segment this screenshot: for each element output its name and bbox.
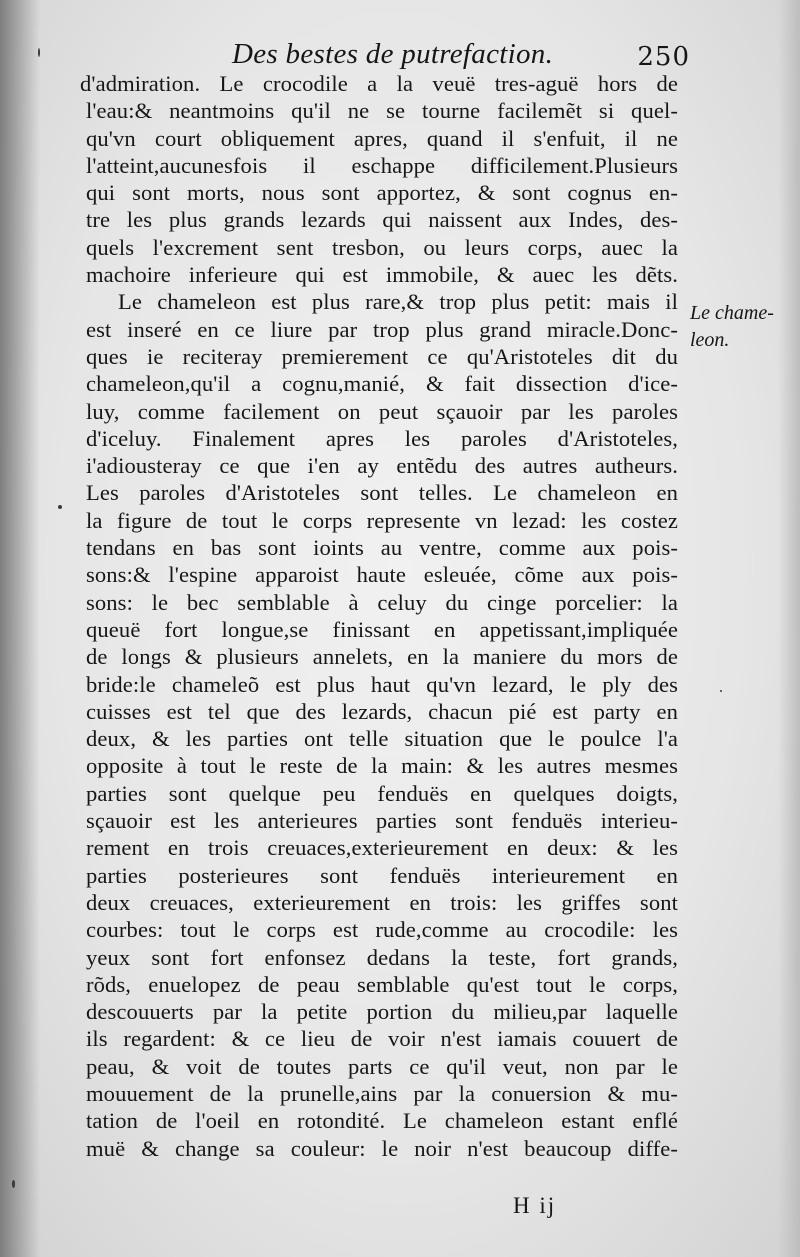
ink-speck — [12, 1180, 15, 1188]
text-line: descouuerts par la petite portion du milieu,par laquelle — [86, 999, 678, 1025]
ink-speck — [38, 48, 40, 57]
text-line: la figure de tout le corps represente vn lezad: les costez — [86, 507, 678, 533]
text-line: l'atteint,aucunesfois il eschappe difficilement.Plusieurs — [86, 152, 678, 178]
text-line: mouuement de la prunelle,ains par la conuersion & mu- — [86, 1080, 678, 1106]
ink-speck — [720, 690, 722, 692]
text-line: tre les plus grands lezards qui naissent aux Indes, des- — [86, 207, 678, 233]
text-line: queuë fort longue,se finissant en appetissant,impliquée — [86, 616, 678, 642]
text-line: tation de l'oeil en rotondité. Le chameleon estant enflé — [86, 1108, 678, 1134]
text-line: peau, & voit de toutes parts ce qu'il veut, non par le — [86, 1053, 678, 1079]
text-line: machoire inferieure qui est immobile, & auec les dẽts. — [86, 262, 678, 288]
text-line: deux creuaces, exterieurement en trois: les griffes sont — [86, 889, 678, 915]
signature-mark: H ij — [513, 1193, 557, 1218]
text-line: chameleon,qu'il a cognu,manié, & fait dissection d'ice- — [86, 371, 678, 397]
text-line: tendans en bas sont ioints au ventre, comme aux pois- — [86, 535, 678, 561]
text-line: l'eau:& neantmoins qu'il ne se tourne facilemẽt si quel- — [86, 98, 678, 124]
text-line: rõds, enuelopez de peau semblable qu'est tout le corps, — [86, 971, 678, 997]
text-line: parties posterieures sont fenduës interieurement en — [86, 862, 678, 888]
text-line: sçauoir est les anterieures parties sont fenduës interieu- — [86, 808, 678, 834]
text-line: opposite à tout le reste de la main: & les autres mesmes — [86, 753, 678, 779]
text-line: Les paroles d'Aristoteles sont telles. Le chameleon en — [86, 480, 678, 506]
page-number: 250 — [637, 42, 690, 72]
marginal-note — [690, 300, 790, 354]
text-line: qu'vn court obliquement apres, quand il s'enfuit, il ne — [86, 125, 678, 151]
page-edge — [778, 0, 800, 1257]
text-line: de longs & plusieurs annelets, en la maniere du mors de — [86, 644, 678, 670]
text-line: qui sont morts, nous sont apportez, & sont cognus en- — [86, 180, 678, 206]
text-line: luy, comme facilement on peut sçauoir par les paroles — [86, 398, 678, 424]
marginal-note-line: Le chame- — [690, 302, 774, 324]
text-line: cuisses est tel que des lezards, chacun pié est party en — [86, 698, 678, 724]
text-line: est inseré en ce liure par trop plus grand miracle.Donc- — [86, 316, 678, 342]
ink-speck — [58, 505, 62, 509]
text-line: bride:le chameleõ est plus haut qu'vn lezard, le ply des — [86, 671, 678, 697]
text-line: muë & change sa couleur: le noir n'est beaucoup diffe- — [86, 1135, 678, 1161]
marginal-note-line: leon. — [690, 329, 730, 351]
text-line: d'admiration. Le crocodile a la veuë tres-aguë hors de — [80, 71, 678, 96]
text-line: sons: le bec semblable à celuy du cinge porcelier: la — [86, 589, 678, 615]
text-line: yeux sont fort enfonsez dedans la teste, fort grands, — [86, 944, 678, 970]
text-line: parties sont quelque peu fenduës en quelques doigts, — [86, 780, 678, 806]
text-line: rement en trois creuaces,exterieurement en deux: & les — [86, 835, 678, 861]
gutter-shadow — [0, 0, 40, 1257]
text-line: d'iceluy. Finalement apres les paroles d'Aristoteles, — [86, 425, 678, 451]
text-line: courbes: tout le corps est rude,comme au crocodile: les — [86, 917, 678, 943]
paragraph-start-line: Le chameleon est plus rare,& trop plus petit: mais il — [118, 289, 678, 315]
text-line: ques ie reciteray premierement ce qu'Aristoteles dit du — [86, 343, 678, 369]
text-line: ils regardent: & ce lieu de voir n'est iamais couuert de — [86, 1026, 678, 1052]
running-head-title: Des bestes de putrefaction. — [232, 38, 554, 70]
text-line: quels l'excrement sent tresbon, ou leurs corps, auec la — [86, 234, 678, 260]
text-line: deux, & les parties ont telle situation que le poulce l'a — [86, 726, 678, 752]
body-text — [80, 70, 678, 1162]
text-line: sons:& l'espine apparoist haute esleuée, cõme aux pois- — [86, 562, 678, 588]
text-line: i'adiousteray ce que i'en ay entẽdu des autres autheurs. — [86, 453, 678, 479]
